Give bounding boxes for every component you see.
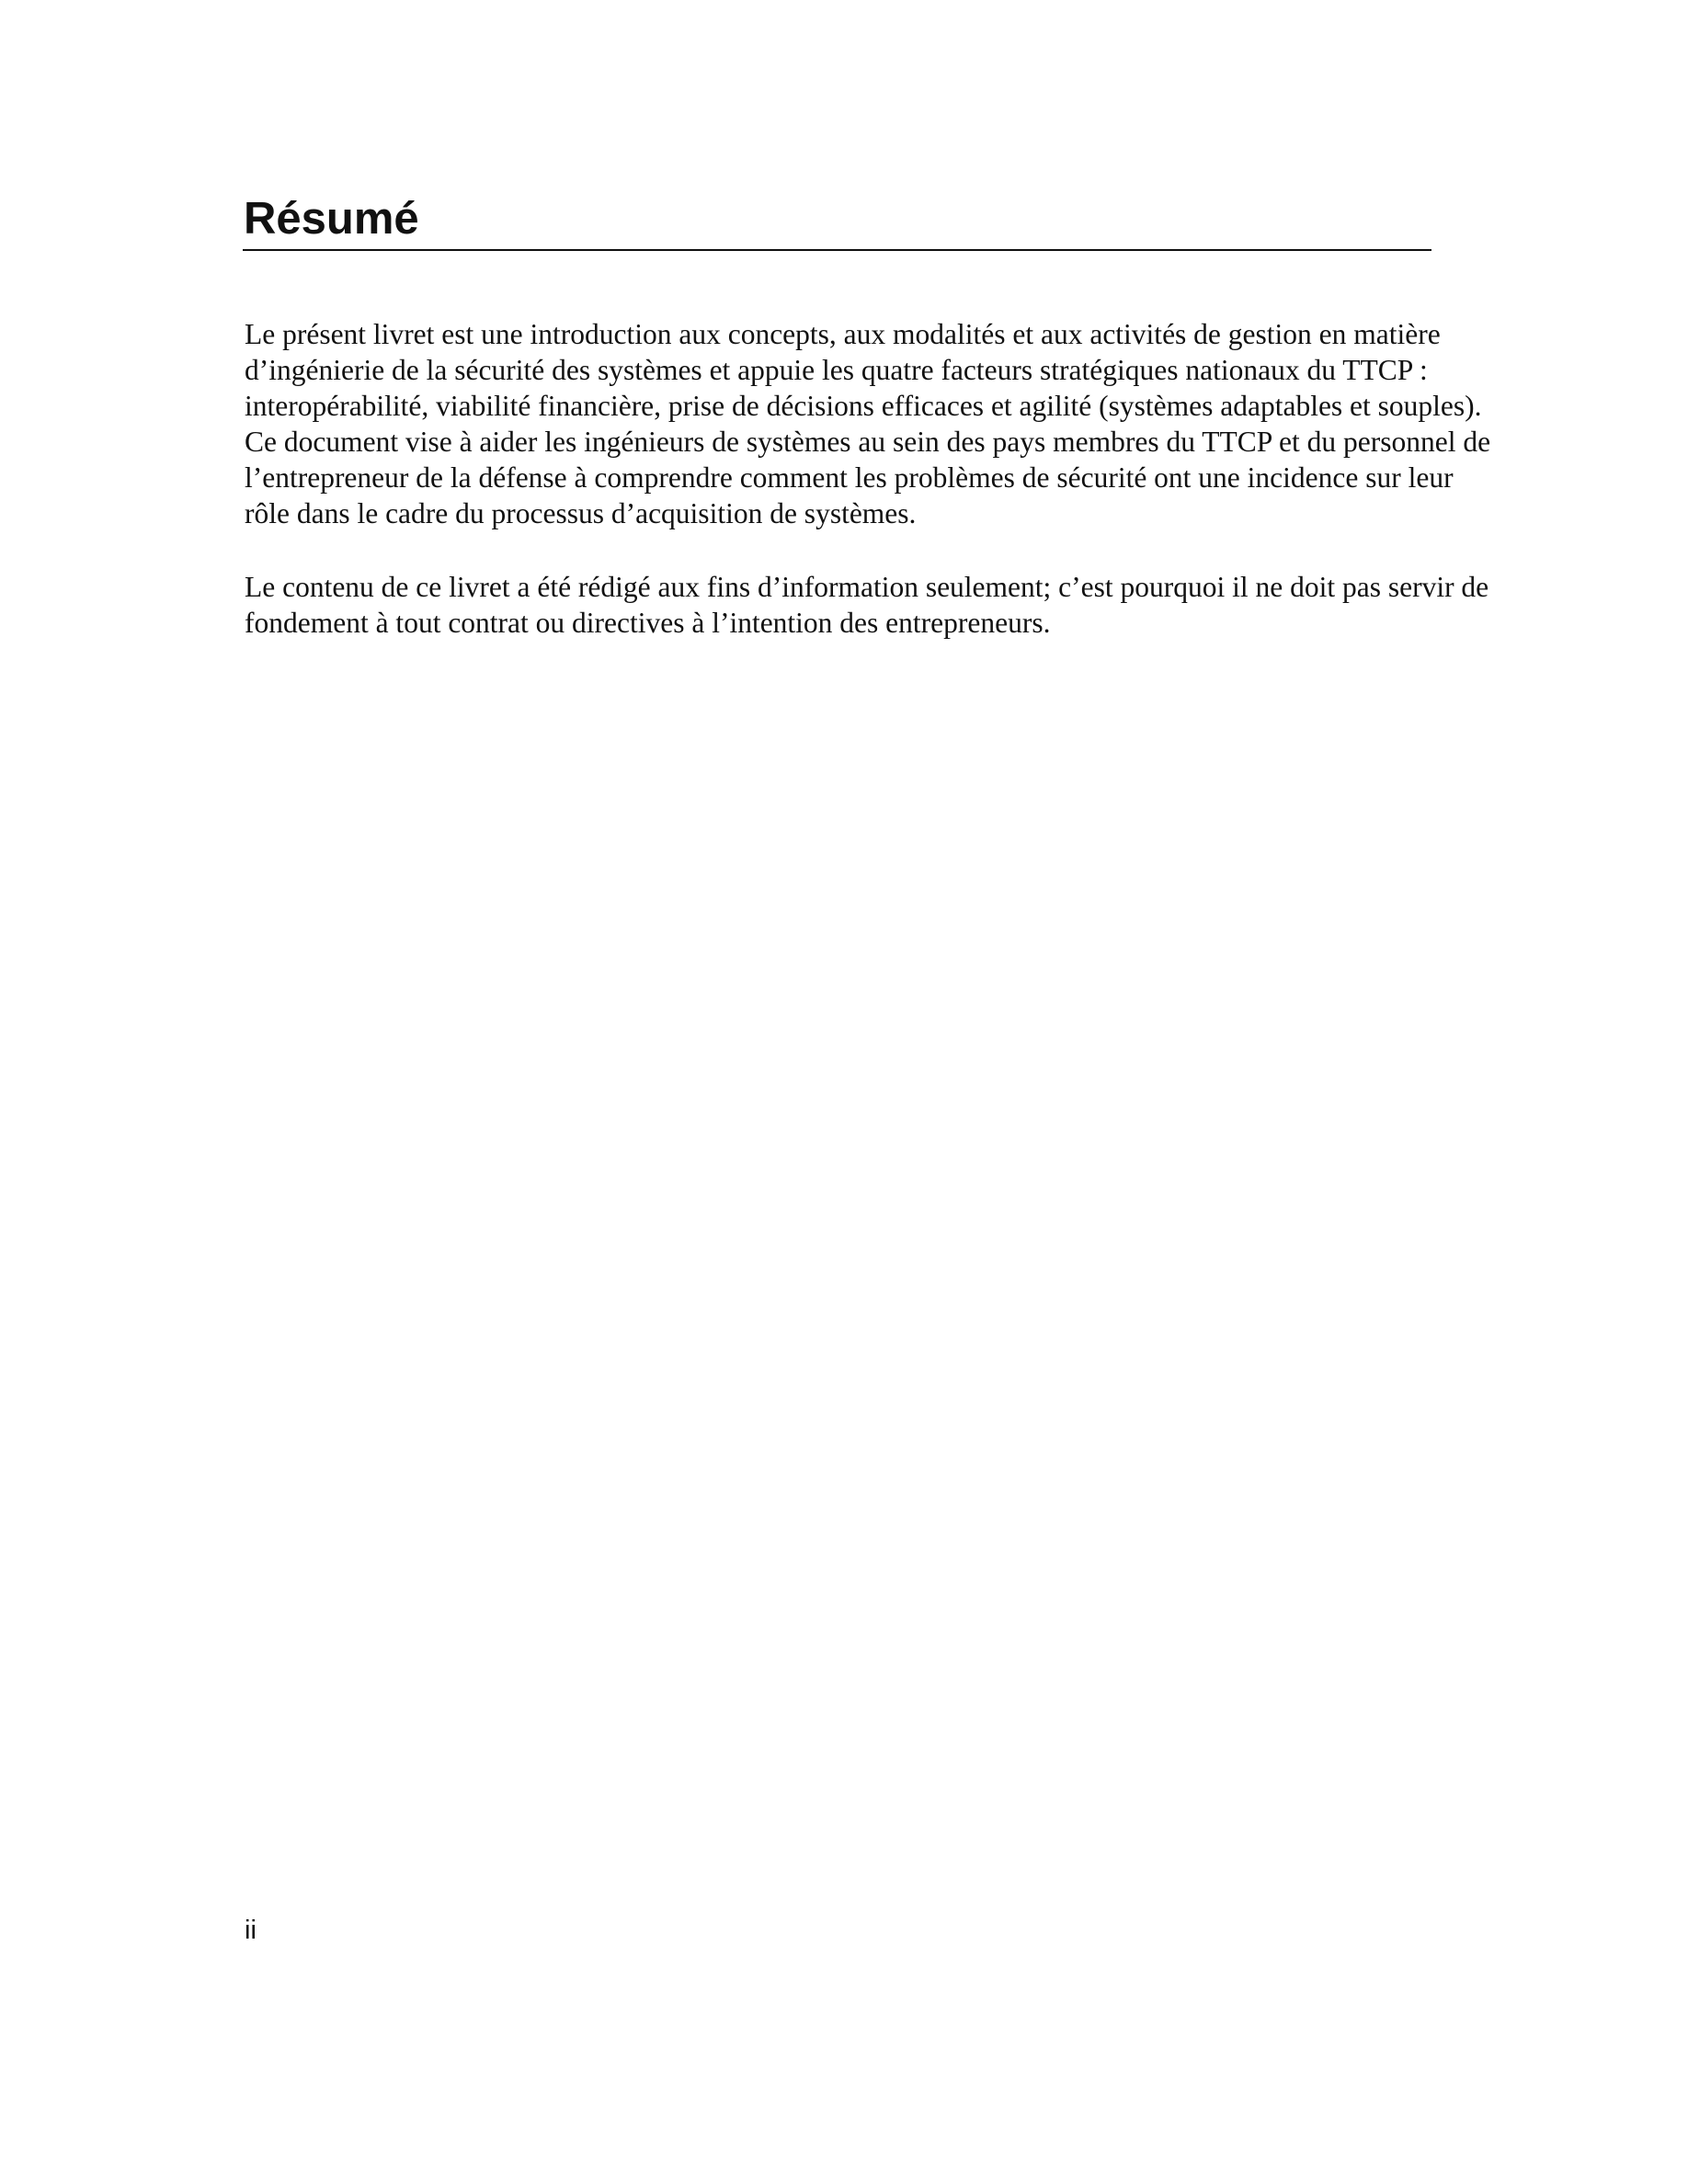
paragraph-line: d’ingénierie de la sécurité des systèmes et appuie les quatre facteurs stratégiques nationaux du TTCP : — [245, 354, 1428, 386]
page-number: ii — [245, 1916, 257, 1945]
paragraph-disclaimer — [245, 569, 1568, 641]
paragraph-introduction — [245, 316, 1568, 531]
paragraph-line: fondement à tout contrat ou directives à l’intention des entrepreneurs. — [245, 607, 1051, 639]
paragraph-line: rôle dans le cadre du processus d’acquisition de systèmes. — [245, 497, 917, 529]
paragraph-line: Le contenu de ce livret a été rédigé aux fins d’information seulement; c’est pourquoi il ne doit pas servir de — [245, 571, 1489, 603]
paragraph-line: interopérabilité, viabilité financière, prise de décisions efficaces et agilité (systèmes adaptables et souples). — [245, 390, 1482, 422]
paragraph-line: Ce document vise à aider les ingénieurs de systèmes au sein des pays membres du TTCP et du personnel de — [245, 426, 1491, 458]
paragraph-line: Le présent livret est une introduction aux concepts, aux modalités et aux activités de gestion en matière — [245, 318, 1441, 350]
page-title: Résumé — [244, 194, 419, 244]
title-underline — [243, 249, 1431, 251]
paragraph-line: l’entrepreneur de la défense à comprendre comment les problèmes de sécurité ont une incidence sur leur — [245, 461, 1454, 494]
